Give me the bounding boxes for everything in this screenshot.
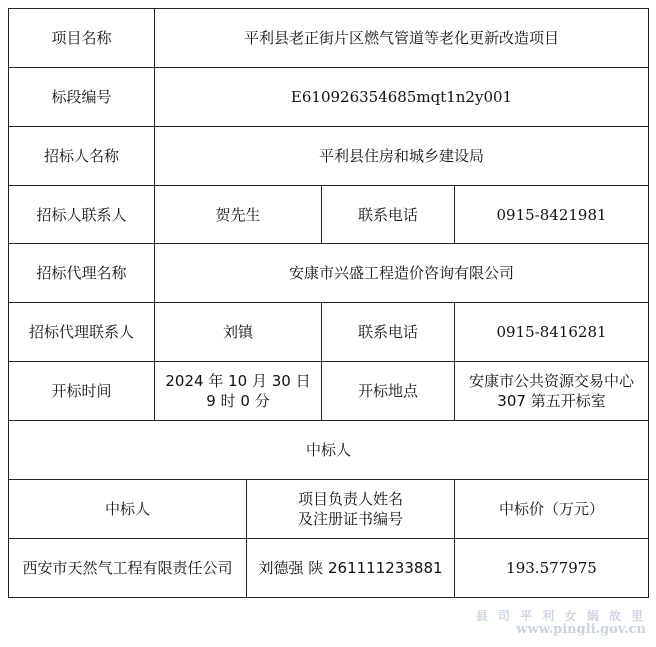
opening-place-value bbox=[455, 362, 649, 421]
opening-place-label: 开标地点 bbox=[322, 362, 455, 421]
section-code-value: E610926354685mqt1n2y001 bbox=[155, 68, 649, 127]
tenderer-name-label: 招标人名称 bbox=[9, 127, 155, 186]
agency-contact-value: 刘镇 bbox=[155, 303, 322, 362]
opening-place-line1: 安康市公共资源交易中心 bbox=[469, 372, 635, 390]
opening-time-line2: 9 时 0 分 bbox=[206, 392, 270, 410]
row-opening bbox=[9, 362, 649, 421]
winner-value: 西安市天然气工程有限责任公司 bbox=[9, 539, 247, 598]
tenderer-name-value: 平利县住房和城乡建设局 bbox=[155, 127, 649, 186]
project-name-value: 平利县老正街片区燃气管道等老化更新改造项目 bbox=[155, 9, 649, 68]
row-agency-contact bbox=[9, 303, 649, 362]
row-tenderer-contact bbox=[9, 186, 649, 244]
watermark-url: www.pingli.gov.cn bbox=[516, 622, 646, 637]
watermark-slogan: 县 司 平 利 女 娲 故 里 bbox=[475, 609, 646, 623]
manager-col-header bbox=[247, 480, 455, 539]
price-value: 193.577975 bbox=[455, 539, 649, 598]
row-winner-header bbox=[9, 480, 649, 539]
winner-section-title: 中标人 bbox=[9, 421, 649, 480]
manager-col-header-line1: 项目负责人姓名 bbox=[297, 490, 403, 508]
manager-value: 刘德强 陕 261111233881 bbox=[247, 539, 455, 598]
row-project-name bbox=[9, 9, 649, 68]
row-winner-data bbox=[9, 539, 649, 598]
price-col-header: 中标价（万元） bbox=[455, 480, 649, 539]
opening-time-label: 开标时间 bbox=[9, 362, 155, 421]
tenderer-phone-value: 0915-8421981 bbox=[455, 186, 649, 244]
manager-col-header-line2: 及注册证书编号 bbox=[297, 510, 403, 528]
opening-time-line1: 2024 年 10 月 30 日 bbox=[165, 372, 311, 390]
opening-place-line2: 307 第五开标室 bbox=[497, 392, 606, 410]
bid-result-table bbox=[8, 8, 649, 598]
row-section-code bbox=[9, 68, 649, 127]
opening-time-value bbox=[155, 362, 322, 421]
agency-contact-label: 招标代理联系人 bbox=[9, 303, 155, 362]
agency-name-label: 招标代理名称 bbox=[9, 244, 155, 303]
agency-phone-label: 联系电话 bbox=[322, 303, 455, 362]
agency-phone-value: 0915-8416281 bbox=[455, 303, 649, 362]
agency-name-value: 安康市兴盛工程造价咨询有限公司 bbox=[155, 244, 649, 303]
row-winner-title bbox=[9, 421, 649, 480]
site-watermark bbox=[476, 609, 646, 637]
tenderer-phone-label: 联系电话 bbox=[322, 186, 455, 244]
section-code-label: 标段编号 bbox=[9, 68, 155, 127]
tenderer-contact-value: 贺先生 bbox=[155, 186, 322, 244]
row-tenderer-name bbox=[9, 127, 649, 186]
project-name-label: 项目名称 bbox=[9, 9, 155, 68]
tenderer-contact-label: 招标人联系人 bbox=[9, 186, 155, 244]
row-agency-name bbox=[9, 244, 649, 303]
winner-col-header: 中标人 bbox=[9, 480, 247, 539]
